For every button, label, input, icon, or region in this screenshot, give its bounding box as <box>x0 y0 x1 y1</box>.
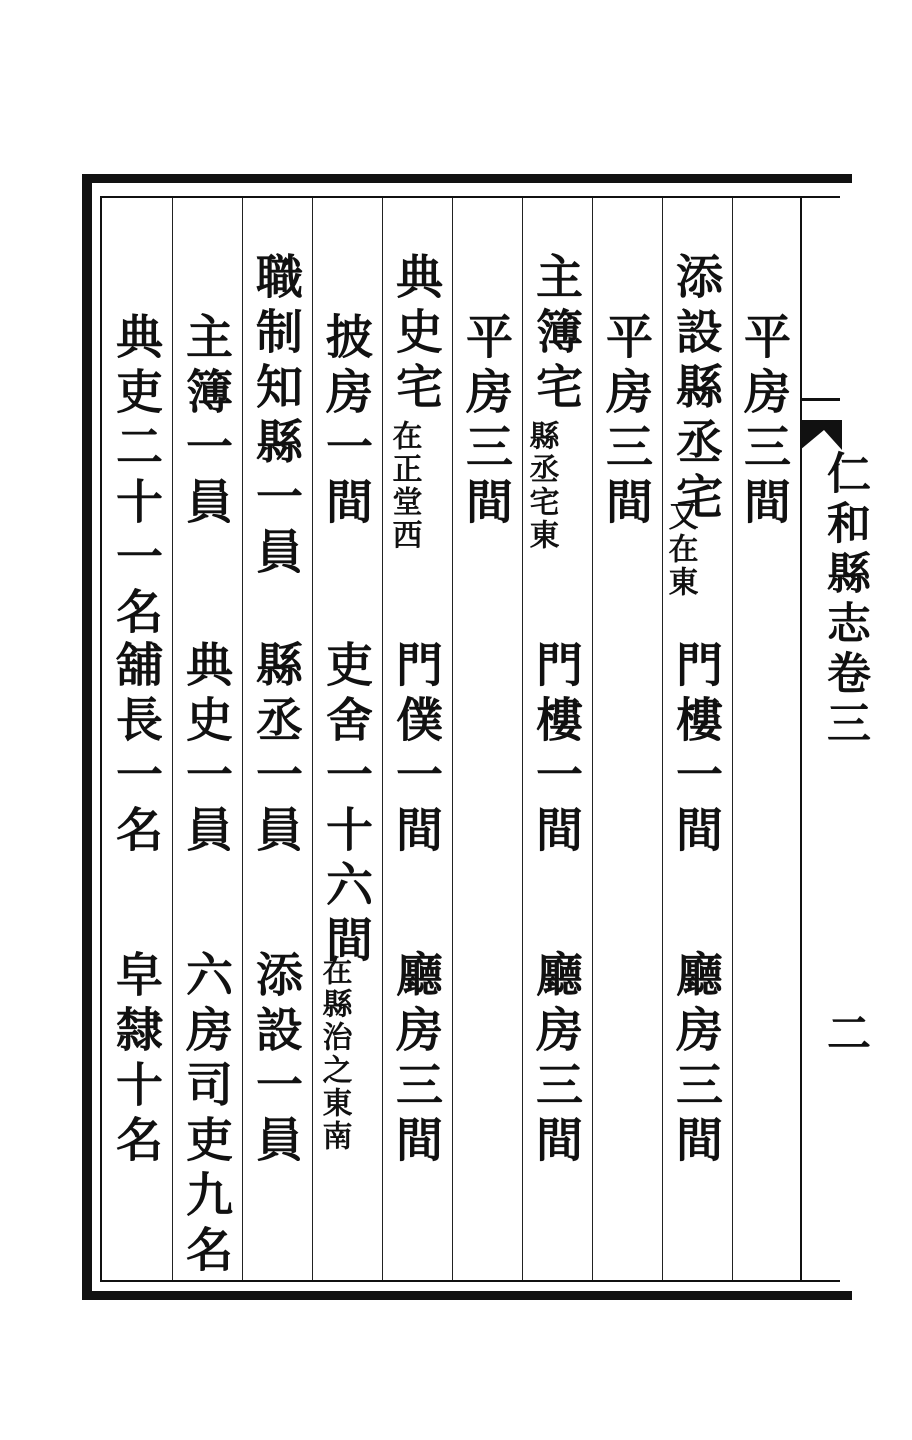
column-rule <box>522 198 523 1280</box>
text-column: 六房司吏九名 <box>178 950 233 1280</box>
text-column: 披房一間 <box>318 312 373 532</box>
column-rule <box>592 198 593 1280</box>
column-rule <box>382 198 383 1280</box>
column-rule <box>312 198 313 1280</box>
text-column: 添設縣丞宅 <box>668 252 723 527</box>
margin-top-rule <box>800 398 840 401</box>
column-rule <box>172 198 173 1280</box>
text-column: 吏舍一十六間 <box>318 640 373 970</box>
text-column: 門僕一間 <box>388 640 443 860</box>
text-column: 皁隸十名 <box>108 950 163 1170</box>
text-column: 廳房三間 <box>668 950 723 1170</box>
column-rule <box>452 198 453 1280</box>
text-column: 職制知縣一員 <box>248 252 303 582</box>
text-column: 平房三間 <box>458 312 513 532</box>
margin-divider <box>800 198 802 1280</box>
text-column: 門樓一間 <box>668 640 723 860</box>
column-rule <box>732 198 733 1280</box>
text-column: 門樓一間 <box>528 640 583 860</box>
text-column: 縣丞一員 <box>248 640 303 860</box>
book-title: 仁和縣志卷三 <box>819 450 870 750</box>
annotation: 又在東 <box>662 500 698 599</box>
annotation: 在正堂西 <box>386 420 422 552</box>
text-column: 平房三間 <box>736 312 791 532</box>
text-column: 添設一員 <box>248 950 303 1170</box>
page-number: 二 <box>819 1010 870 1054</box>
text-column: 廳房三間 <box>388 950 443 1170</box>
column-rule <box>662 198 663 1280</box>
text-column: 典吏二十一名 <box>108 312 163 642</box>
fish-tail-icon <box>800 420 842 450</box>
text-column: 平房三間 <box>598 312 653 532</box>
annotation: 在縣治之東南 <box>316 955 352 1153</box>
annotation: 縣丞宅東 <box>523 420 559 552</box>
text-column: 主簿一員 <box>178 312 233 532</box>
text-column: 廳房三間 <box>528 950 583 1170</box>
text-column: 主簿宅 <box>528 252 583 417</box>
text-column: 典史一員 <box>178 640 233 860</box>
column-rule <box>242 198 243 1280</box>
text-column: 典史宅 <box>388 252 443 417</box>
text-column: 舖長一名 <box>108 640 163 860</box>
